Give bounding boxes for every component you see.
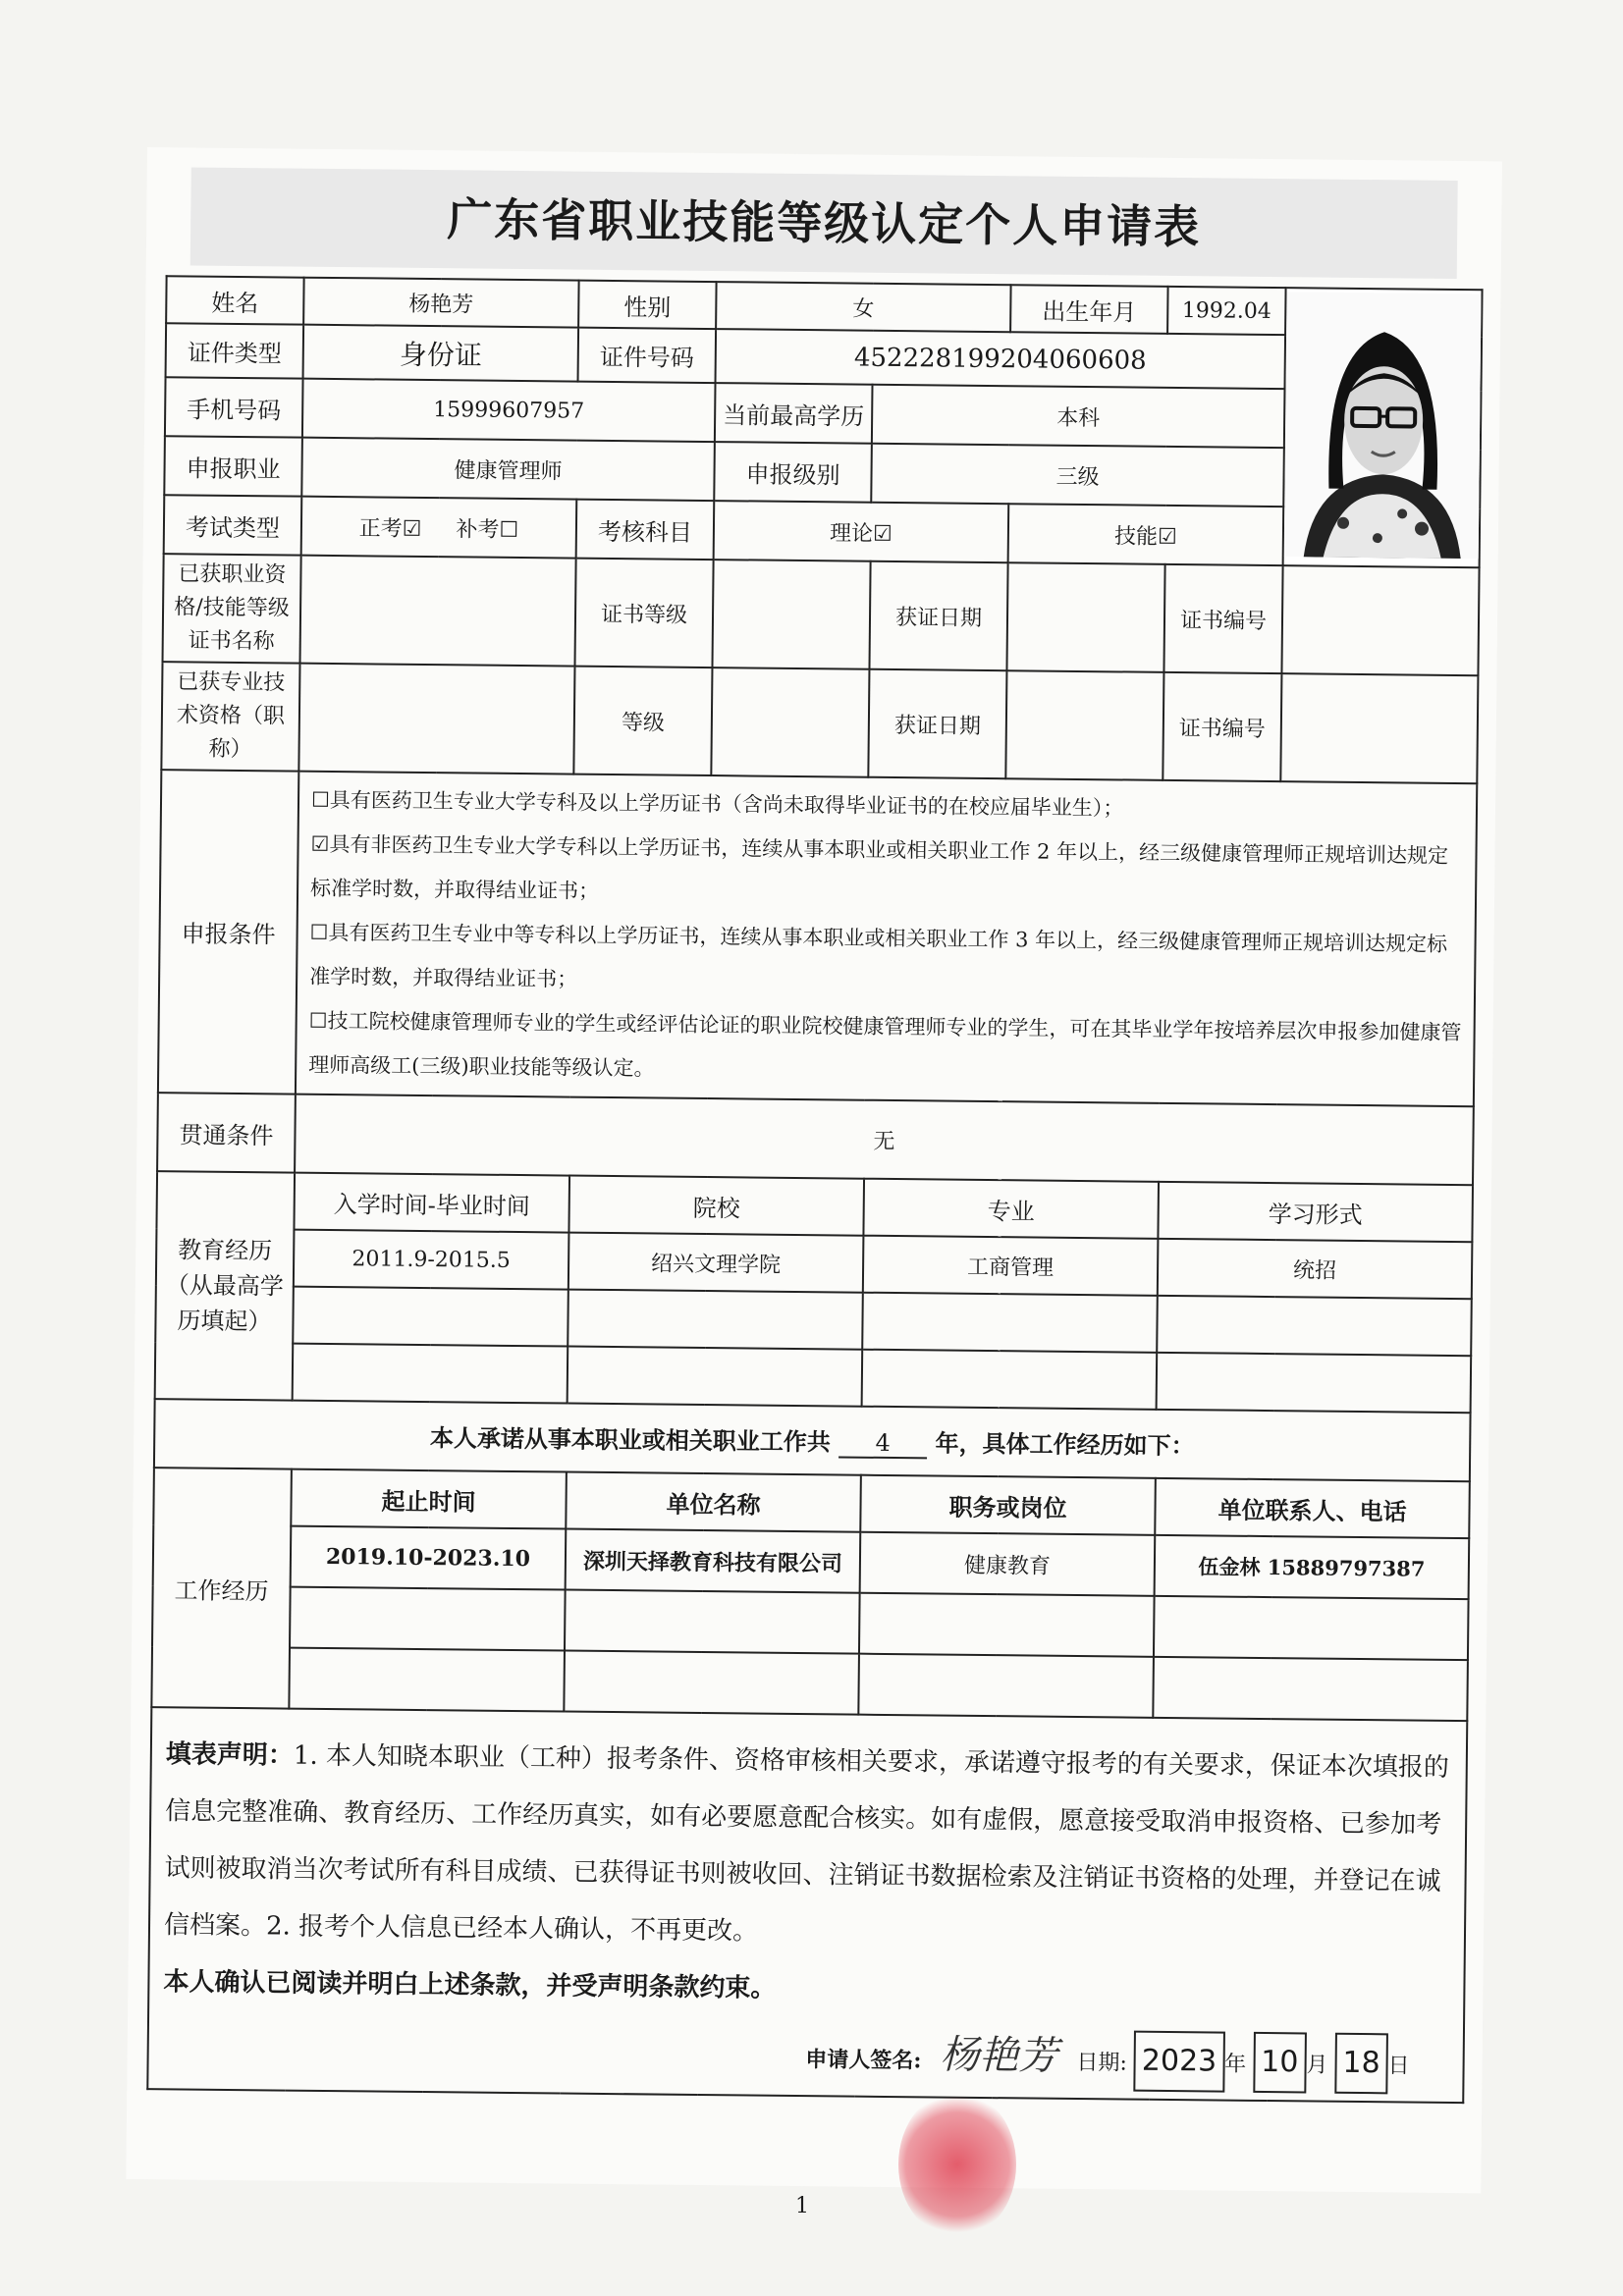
- cert-no-label: 证书编号: [1163, 564, 1282, 673]
- birth-value: 1992.04: [1167, 287, 1285, 335]
- edu-cell-mode: [1157, 1353, 1472, 1413]
- exam-type-label: 考试类型: [164, 495, 302, 555]
- occupation-label: 申报职业: [164, 436, 302, 496]
- cert-level-label: 证书等级: [575, 559, 714, 667]
- phone-label: 手机号码: [165, 377, 303, 437]
- pro-obtain-date-label: 获证日期: [868, 669, 1006, 778]
- work-cell-contact: [1154, 1596, 1469, 1660]
- id-type-label: 证件类型: [166, 323, 304, 378]
- condition-item: ☐技工院校健康管理师专业的学生或经评估论证的职业院校健康管理师专业的学生，可在其毕业学年按培养层次申报参加健康管理师高级工(三级)职业技能等级认定。: [308, 1008, 1462, 1081]
- gender-value: 女: [716, 282, 1011, 332]
- work-cell-company: 深圳天择教育科技有限公司: [566, 1529, 861, 1593]
- work-label: 工作经历: [151, 1468, 292, 1708]
- edu-cell-school: [568, 1290, 863, 1350]
- id-no-label: 证件号码: [578, 328, 717, 383]
- date-label: 日期:: [1076, 2051, 1127, 2076]
- work-cell-position: [858, 1654, 1154, 1718]
- birth-label: 出生年月: [1010, 285, 1167, 334]
- edu-cell-major: [862, 1350, 1158, 1410]
- declaration-block: [147, 1707, 1467, 2103]
- id-photo: [1283, 288, 1483, 567]
- id-type-value: 身份证: [303, 325, 579, 382]
- edu-cell-major: 工商管理: [863, 1236, 1159, 1296]
- name-value: 杨艳芳: [303, 278, 579, 328]
- condition-item: ☐具有医药卫生专业中等专科以上学历证书，连续从事本职业或相关职业工作 3 年以上，经三级健康管理师正规培训达规定标准学时数，并取得结业证书；: [309, 920, 1448, 991]
- education-label: 教育经历（从最高学历填起）: [155, 1171, 295, 1400]
- subject-label: 考核科目: [576, 500, 715, 560]
- cert-level-value: [712, 560, 870, 669]
- day-unit: 日: [1387, 2054, 1410, 2079]
- edu-value: 本科: [872, 385, 1285, 448]
- year-unit: 年: [1224, 2052, 1247, 2077]
- edu-header-mode: 学习形式: [1158, 1182, 1473, 1242]
- grade-value: [711, 667, 869, 777]
- edu-cell-mode: 统招: [1158, 1239, 1473, 1299]
- work-cell-position: [859, 1593, 1155, 1657]
- month-unit: 月: [1306, 2053, 1328, 2078]
- work-cell-company: [565, 1590, 860, 1654]
- work-cell-contact: [1153, 1657, 1468, 1721]
- cert-no-value: [1281, 565, 1479, 675]
- fingerprint-stamp: [898, 2091, 1016, 2238]
- exam-type-value: [301, 497, 577, 559]
- gender-label: 性别: [578, 281, 716, 329]
- application-form-sheet: [126, 147, 1502, 2193]
- exam-regular-checkbox: 正考☑: [358, 515, 422, 542]
- phone-value: 15999607957: [302, 379, 716, 442]
- condition-item: ☐具有医药卫生专业大学专科及以上学历证书（含尚未取得毕业证书的在校应届毕业生）；: [310, 787, 1124, 821]
- declaration-text: [164, 1726, 1452, 1967]
- declaration-heading: 填表声明：: [165, 1739, 295, 1771]
- subject-theory-checkbox: 理论☑: [714, 501, 1009, 562]
- edu-cell-major: [862, 1293, 1158, 1353]
- work-header-position: 职务或岗位: [860, 1475, 1156, 1535]
- work-cell-company: [564, 1651, 859, 1715]
- work-header-contact: 单位联系人、电话: [1155, 1478, 1470, 1538]
- edu-header-major: 专业: [863, 1179, 1159, 1239]
- date-day-box: 18: [1334, 2033, 1388, 2095]
- commitment-suffix: 年，具体工作经历如下：: [935, 1428, 1195, 1461]
- edu-header-period: 入学时间-毕业时间: [294, 1173, 569, 1233]
- form-title: 广东省职业技能等级认定个人申请表: [190, 167, 1458, 279]
- work-header-company: 单位名称: [566, 1472, 861, 1532]
- pro-title-label: 已获专业技术资格（职称）: [161, 662, 299, 771]
- work-cell-period: 2019.10-2023.10: [291, 1526, 567, 1590]
- through-label: 贯通条件: [157, 1093, 296, 1172]
- signature-line: [162, 2018, 1449, 2096]
- exam-makeup-checkbox: 补考☐: [456, 516, 519, 543]
- edu-cell-mode: [1157, 1296, 1472, 1356]
- work-cell-period: [290, 1587, 566, 1651]
- pro-cert-no-label: 证书编号: [1163, 672, 1281, 781]
- declaration-confirm: 本人确认已阅读并明白上述条款，并受声明条款约束。: [163, 1967, 777, 2003]
- level-value: 三级: [871, 444, 1284, 507]
- id-no-value: 452228199204060608: [716, 329, 1286, 389]
- qual-cert-value: [300, 556, 576, 667]
- application-table: [146, 275, 1483, 2104]
- edu-cell-school: [568, 1347, 863, 1407]
- edu-label: 当前最高学历: [715, 383, 873, 444]
- conditions-label: 申报条件: [158, 770, 298, 1094]
- signature-label: 申请人签名:: [805, 2047, 922, 2074]
- edu-cell-period: [293, 1344, 568, 1404]
- work-cell-period: [289, 1648, 565, 1712]
- page-number: 1: [795, 2194, 809, 2218]
- pro-cert-no-value: [1280, 673, 1478, 783]
- portrait-image: [1284, 292, 1483, 559]
- edu-cell-school: 绍兴文理学院: [568, 1233, 864, 1293]
- qual-cert-label: 已获职业资格/技能等级证书名称: [163, 554, 301, 663]
- commitment-years: 4: [839, 1428, 927, 1459]
- edu-header-school: 院校: [568, 1176, 864, 1236]
- subject-skill-checkbox: 技能☑: [1008, 504, 1284, 565]
- date-month-box: 10: [1253, 2032, 1307, 2094]
- commitment-prefix: 本人承诺从事本职业或相关职业工作共: [429, 1423, 832, 1457]
- through-value: 无: [295, 1095, 1474, 1186]
- work-cell-position: 健康教育: [860, 1532, 1156, 1596]
- level-label: 申报级别: [714, 442, 872, 503]
- grade-label: 等级: [573, 667, 712, 775]
- date-year-box: 2023: [1134, 2031, 1225, 2093]
- edu-cell-period: 2011.9-2015.5: [294, 1230, 569, 1290]
- declaration-body: 1. 本人知晓本职业（工种）报考条件、资格审核相关要求，承诺遵守报考的有关要求，保证本次填报的信息完整准确、教育经历、工作经历真实，如有必要愿意配合核实。如有虚假，愿意接受取消申报资格、已参加考试则被取消当次考试所有科目成绩、已获得证书则被收回、注销证书数据检索及注销证书资格的处理，并登记在诚信档案。2. 报考个人信息已经本人确认，不再更改。: [163, 1740, 1450, 1947]
- occupation-value: 健康管理师: [301, 438, 715, 501]
- applicant-signature: 杨艳芳: [940, 2032, 1058, 2079]
- condition-item: ☑具有非医药卫生专业大学专科以上学历证书，连续从事本职业或相关职业工作 2 年以上，经三级健康管理师正规培训达规定标准学时数，并取得结业证书；: [309, 831, 1449, 903]
- pro-obtain-date-value: [1005, 670, 1163, 780]
- name-label: 姓名: [166, 276, 303, 324]
- work-cell-contact: 伍金林 15889797387: [1155, 1535, 1470, 1599]
- obtain-date-value: [1006, 562, 1164, 672]
- edu-cell-period: [293, 1287, 568, 1347]
- pro-title-value: [298, 664, 574, 774]
- work-header-period: 起止时间: [291, 1469, 567, 1529]
- obtain-date-label: 获证日期: [869, 561, 1007, 670]
- conditions-list: [296, 772, 1477, 1107]
